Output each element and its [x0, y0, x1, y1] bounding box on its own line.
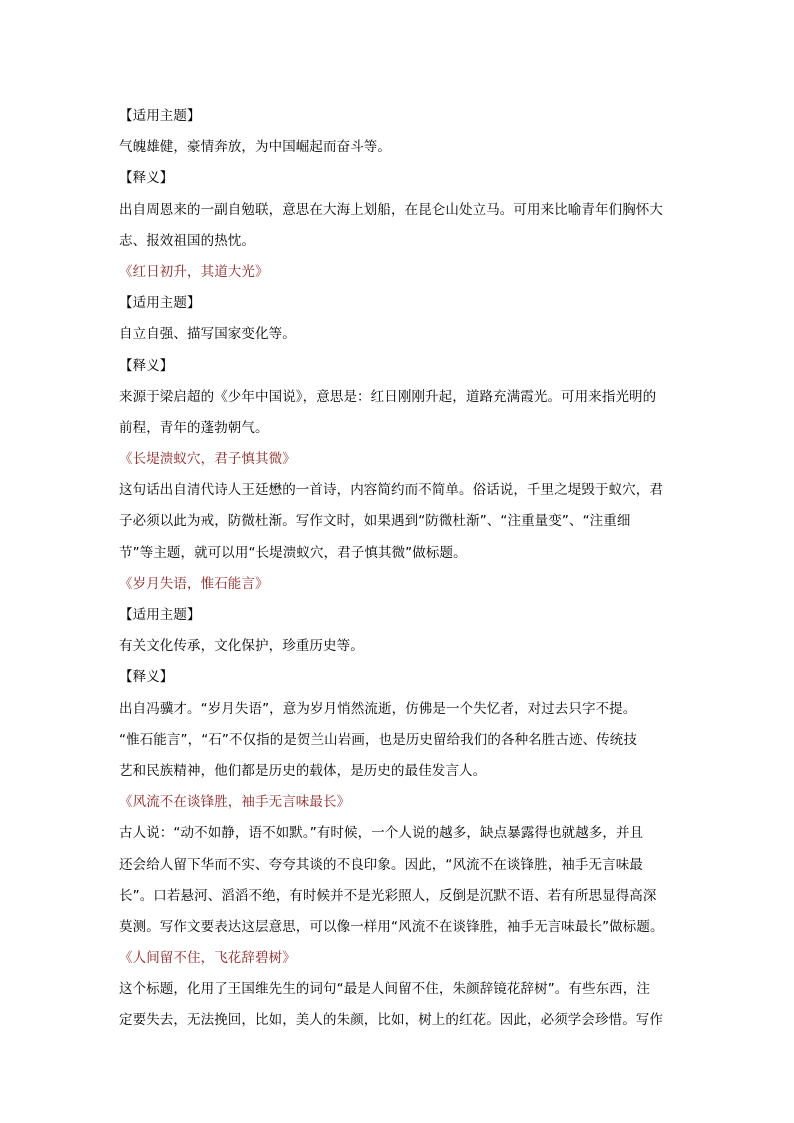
document-body [119, 101, 679, 1037]
paragraph-line: 出自冯骥才。“岁月失语”，意为岁月悄然流逝，仿佛是一个失忆者，对过去只字不提。 [119, 700, 637, 717]
headline-title: 《红日初升，其道大光》 [119, 263, 269, 280]
paragraph-line: 这个标题，化用了王国维先生的词句“最是人间留不住，朱颜辞镜花辞树”。有些东西，注 [119, 981, 650, 998]
section-label: 【适用主题】 [119, 607, 201, 623]
paragraph-line: 气魄雄健，豪情奔放，为中国崛起而奋斗等。 [119, 139, 391, 156]
paragraph-line: 有关文化传承，文化保护，珍重历史等。 [119, 638, 364, 655]
paragraph-line: 出自周恩来的一副自勉联，意思在大海上划船，在昆仑山处立马。可用来比喻青年们胸怀大 [119, 201, 663, 218]
paragraph-line: 子必须以此为戒，防微杜渐。写作文时，如果遇到“防微杜渐”、“注重量变”、“注重细 [119, 513, 631, 530]
paragraph-line: 志、报效祖国的热忱。 [119, 232, 255, 249]
paragraph-line: 定要失去，无法挽回，比如，美人的朱颜，比如，树上的红花。因此，必须学会珍惜。写作 [119, 1012, 663, 1029]
headline-title: 《人间留不住，飞花辞碧树》 [119, 950, 296, 967]
section-label: 【释义】 [119, 357, 174, 374]
paragraph-line: 节”等主题，就可以用“长堤溃蚁穴，君子慎其微”做标题。 [119, 544, 467, 561]
paragraph-line: 来源于梁启超的《少年中国说》，意思是：红日刚刚升起，道路充满霞光。可用来指光明的 [119, 388, 657, 405]
headline-title: 《风流不在谈锋胜，袖手无言味最长》 [119, 794, 351, 811]
paragraph-line: 自立自强、描写国家变化等。 [119, 326, 296, 343]
paragraph-line: “惟石能言”，“石”不仅指的是贺兰山岩画，也是历史留给我们的各种名胜古迹、传统技 [119, 731, 637, 748]
headline-title: 《岁月失语，惟石能言》 [119, 575, 269, 592]
section-label: 【释义】 [119, 170, 174, 187]
section-label: 【适用主题】 [119, 295, 201, 312]
headline-title: 《长堤溃蚁穴，君子慎其微》 [119, 451, 296, 468]
section-label: 【释义】 [119, 669, 174, 686]
paragraph-line: 艺和民族精神，他们都是历史的载体，是历史的最佳发言人。 [119, 762, 487, 779]
paragraph-line: 长”。口若悬河、滔滔不绝，有时候并不是光彩照人，反倒是沉默不语、若有所思显得高深 [119, 887, 657, 904]
paragraph-line: 前程，青年的蓬勃朝气。 [119, 419, 269, 436]
paragraph-line: 这句话出自清代诗人王廷懋的一首诗，内容简约而不简单。俗话说，千里之堤毁于蚁穴，君 [119, 482, 663, 499]
paragraph-line: 古人说：“动不如静，语不如默。”有时候，一个人说的越多，缺点暴露得也就越多，并且 [119, 825, 644, 842]
paragraph-line: 莫测。写作文要表达这层意思，可以像一样用“风流不在谈锋胜，袖手无言味最长”做标题。 [119, 918, 664, 935]
section-label: 【适用主题】 [119, 108, 201, 124]
paragraph-line: 还会给人留下华而不实、夸夸其谈的不良印象。因此，“风流不在谈锋胜，袖手无言味最 [119, 856, 643, 873]
